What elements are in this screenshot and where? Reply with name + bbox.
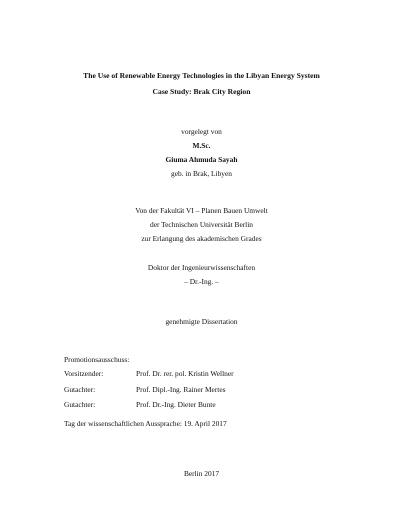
dissertation-status: genehmigte Dissertation [165,317,238,326]
author-degree: M.Sc. [192,141,211,150]
degree-purpose-line: zur Erlangung des akademischen Grades [141,234,262,243]
committee-name-reviewer-2: Prof. Dr.-Ing. Dieter Bunte [136,400,216,409]
degree-abbreviation: – Dr.-Ing. – [184,277,219,286]
committee-role-chair: Vorsitzender: [64,369,104,378]
defense-date: Tag der wissenschaftlichen Aussprache: 19. April 2017 [64,419,227,428]
author-name: Giuma Ahmuda Sayah [165,155,238,164]
committee-role-reviewer-2: Gutachter: [64,400,96,409]
thesis-title-line-1: The Use of Renewable Energy Technologies in the Libyan Energy System [83,71,320,80]
faculty-line: Von der Fakultät VI – Planen Bauen Umwelt [135,206,268,215]
degree-title: Doktor der Ingenieurwissenschaften [147,263,256,272]
committee-heading: Promotionsausschuss: [64,355,130,364]
committee-name-reviewer-1: Prof. Dipl.-Ing. Rainer Mertes [136,385,226,394]
place-and-year: Berlin 2017 [183,469,220,478]
author-birthplace: geb. in Brak, Libyen [171,169,232,178]
committee-role-reviewer-1: Gutachter: [64,385,96,394]
thesis-title-line-2: Case Study: Brak City Region [152,87,251,96]
submitted-by-label: vorgelegt von [181,127,222,136]
committee-name-chair: Prof. Dr. rer. pol. Kristin Wellner [136,369,234,378]
university-line: der Technischen Universität Berlin [150,220,253,229]
